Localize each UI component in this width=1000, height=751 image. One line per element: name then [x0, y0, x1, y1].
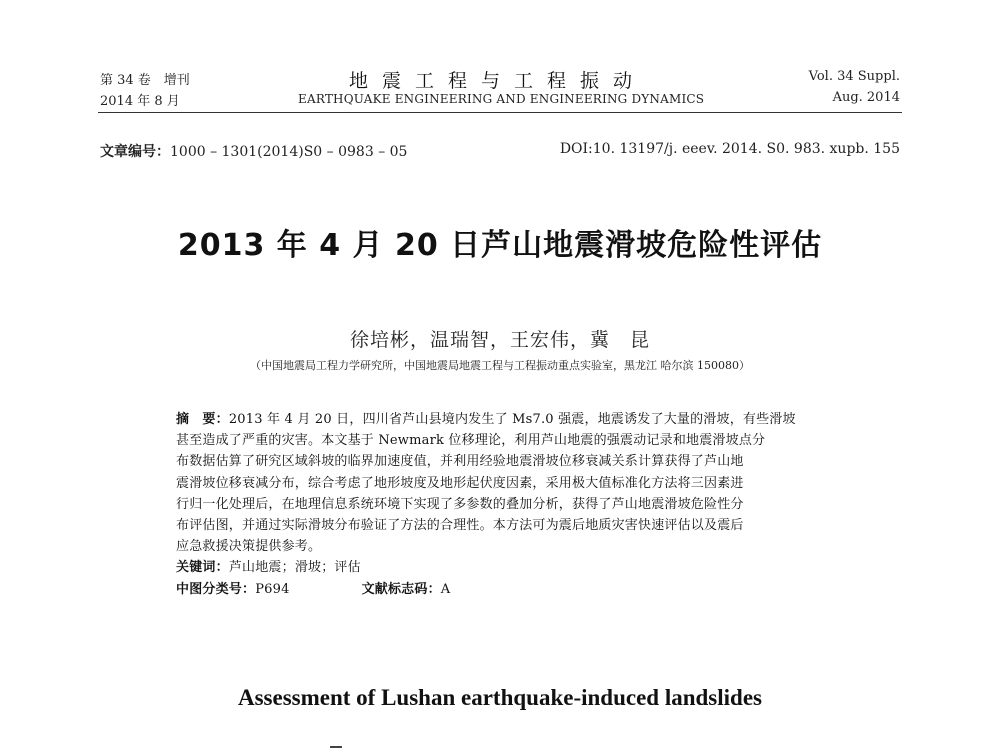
abstract-line: 摘 要：2013 年 4 月 20 日，四川省芦山县境内发生了 Ms7.0 强震，地震诱发了大量的滑坡，有些滑坡 — [176, 412, 796, 427]
affiliation: （中国地震局工程力学研究所，中国地震局地震工程与工程振动重点实验室，黑龙江 哈尔滨 150080） — [250, 359, 750, 372]
classification-row — [176, 579, 830, 600]
abstract-line: 布评估图，并通过实际滑坡分布验证了方法的合理性。本方法可为震后地质灾害快速评估以及震后 — [176, 518, 744, 534]
paper-title-cn: 2013 年 4 月 20 日芦山地震滑坡危险性评估 — [177, 228, 823, 263]
abstract — [176, 409, 830, 600]
header-rule — [98, 112, 902, 113]
authors: 徐培彬，温瑞智，王宏伟，冀 昆 — [349, 329, 650, 351]
keywords-label: 关键词： — [176, 560, 229, 576]
article-number-value: 1000 – 1301(2014)S0 – 0983 – 05 — [170, 144, 408, 160]
doi: DOI:10. 13197/j. eeev. 2014. S0. 983. xupb. 155 — [559, 141, 900, 157]
clc-label: 中图分类号： — [176, 581, 256, 597]
cropped-text-fragment — [330, 746, 342, 748]
abstract-line: 行归一化处理后，在地理信息系统环境下实现了多参数的叠加分析，获得了芦山地震滑坡危险性分 — [176, 496, 744, 512]
abstract-line: 甚至造成了严重的灾害。本文基于 Newmark 位移理论，利用芦山地震的强震动记录和地震滑坡点分 — [176, 433, 766, 449]
doc-code-value: A — [440, 581, 451, 597]
journal-title-cn: 地震工程与工程振动 — [349, 70, 647, 92]
abstract-line: 应急救援决策提供参考。 — [176, 539, 322, 555]
journal-title-en: EARTHQUAKE ENGINEERING AND ENGINEERING DYNAMICS — [298, 92, 705, 106]
paper-title-en: Assessment of Lushan earthquake-induced landslides — [237, 685, 762, 710]
doc-code-label: 文献标志码： — [361, 581, 441, 597]
article-number-label: 文章编号： — [100, 144, 170, 160]
abstract-line: 布数据估算了研究区域斜坡的临界加速度值，并利用经验地震滑坡位移衰减关系计算获得了芦山地 — [176, 454, 744, 470]
clc-value: P694 — [255, 581, 290, 597]
publication-date-cn: 2014 年 8 月 — [100, 94, 180, 109]
volume-en: Vol. 34 Suppl. — [808, 69, 900, 84]
keywords — [176, 557, 830, 578]
publication-date-en: Aug. 2014 — [832, 90, 900, 105]
keywords-value: 芦山地震；滑坡；评估 — [228, 560, 361, 576]
abstract-label: 摘 要： — [176, 412, 229, 427]
volume-issue: 第 34 卷 增刊 — [100, 73, 190, 88]
abstract-line: 震滑坡位移衰减分布，综合考虑了地形坡度及地形起伏度因素，采用极大值标准化方法将三因素进 — [176, 475, 744, 491]
article-number — [100, 141, 407, 161]
